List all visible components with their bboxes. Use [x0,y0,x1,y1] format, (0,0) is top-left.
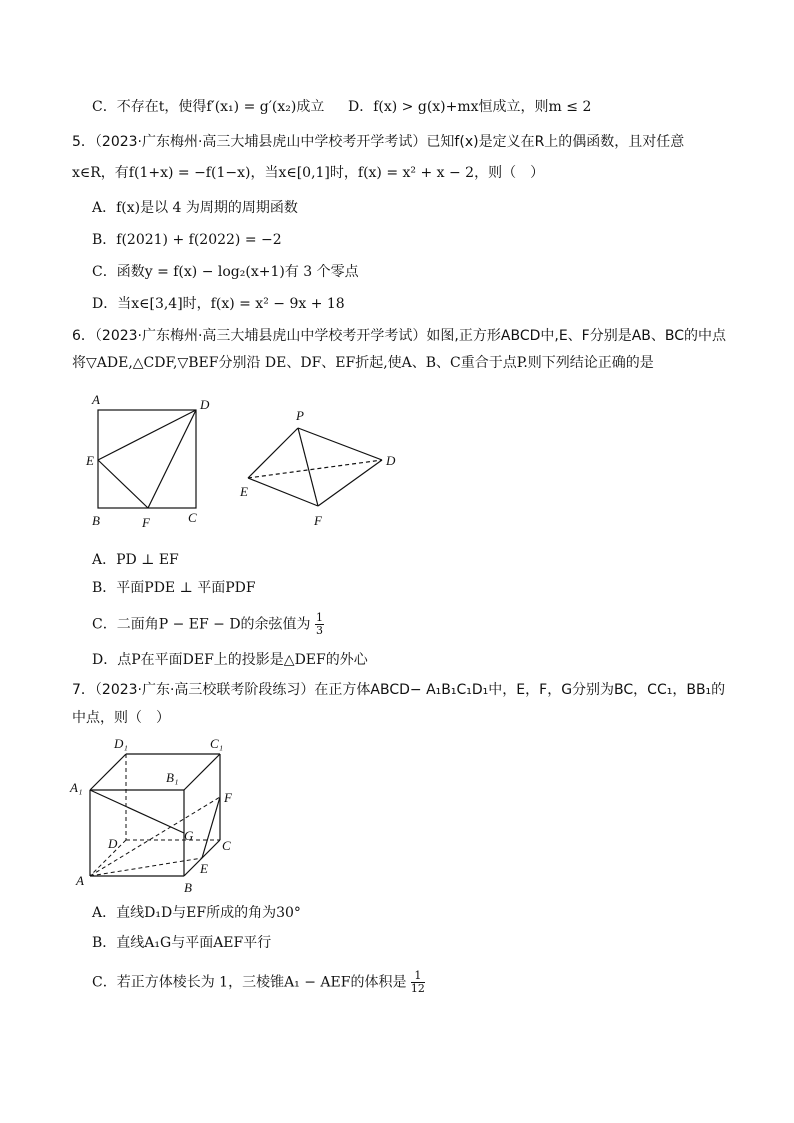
q6-square-figure [82,388,222,538]
q5-option-c: C．函数y = f(x) − log₂(x+1)有 3 个零点 [92,264,359,280]
q6-option-d: D．点P在平面DEF上的投影是△DEF的外心 [92,652,368,668]
label-p: P [296,408,304,423]
cube-diagram [66,730,246,898]
q5-option-b: B．f(2021) + f(2022) = −2 [92,232,282,248]
label-f: F [224,790,232,805]
label-d: D [108,836,118,851]
q6-stem-line2: 将▽ADE,△CDF,▽BEF分别沿 DE、DF、EF折起,使A、B、C重合于点P.则下列结论正确的是 [72,355,654,371]
label-c: C [222,838,231,853]
q5-option-a: A．f(x)是以 4 为周期的周期函数 [92,200,298,216]
label-b1: B₁ [166,770,179,785]
label-e: E [240,484,248,499]
label-e: E [200,861,208,876]
label-a: A [92,392,100,407]
tetrahedron-pdef-diagram [232,402,412,532]
q7-option-c-text: C．若正方体棱长为 1，三棱锥A₁ − AEF的体积是 [92,974,407,991]
label-f: F [142,515,150,530]
q5-option-d: D．当x∈[3,4]时，f(x) = x² − 9x + 18 [92,296,345,312]
label-a1: A₁ [70,780,83,795]
label-a: A [76,873,84,888]
fraction-one-third [315,612,324,637]
q6-option-c-text: C．二面角P − EF − D的余弦值为 [92,616,311,633]
q6-option-c [92,612,324,637]
fraction-numerator: 1 [316,611,324,624]
q7-stem-line1: 7．（2023·广东·高三校联考阶段练习）在正方体ABCD− A₁B₁C₁D₁中，E，F，G分别为BC，CC₁，BB₁的 [72,682,726,698]
q6-stem-line1: 6．（2023·广东梅州·高三大埔县虎山中学校考开学考试）如图,正方形ABCD中,E、F分别是AB、BC的中点 [72,328,727,344]
q4-option-d: D．f(x) > g(x)+mx恒成立，则m ≤ 2 [348,99,592,115]
fraction-denominator: 12 [410,982,425,995]
q7-stem-line2: 中点，则（ ） [72,710,170,726]
q6-tetrahedron-figure [232,402,412,536]
q7-option-b: B．直线A₁G与平面AEF平行 [92,935,272,951]
label-f: F [314,513,322,528]
q5-stem-line2: x∈R，有f(1+x) = −f(1−x)，当x∈[0,1]时，f(x) = x² + x − 2，则（ ） [72,165,545,181]
q7-cube-figure [66,730,246,902]
q6-option-b: B．平面PDE ⊥ 平面PDF [92,580,256,596]
label-d: D [386,453,396,468]
q5-stem-line1: 5．（2023·广东梅州·高三大埔县虎山中学校考开学考试）已知f(x)是定义在R上的偶函数，且对任意 [72,134,685,150]
label-c: C [188,510,197,525]
q4-option-c: C．不存在t，使得f′(x₁) = g′(x₂)成立 [92,99,325,115]
fraction-denominator: 3 [316,624,324,637]
square-abcd-diagram [82,388,222,534]
fraction-numerator: 1 [411,970,425,983]
q7-option-a: A．直线D₁D与EF所成的角为30° [92,905,301,921]
label-d: D [200,397,210,412]
label-b: B [184,880,192,895]
label-g: G [184,828,194,843]
label-e: E [86,453,94,468]
label-b: B [92,513,100,528]
label-d1: D₁ [114,736,128,751]
q6-option-a: A．PD ⊥ EF [92,552,179,568]
label-c1: C₁ [210,736,224,751]
q7-option-c [92,970,425,995]
fraction-one-twelfth [411,970,425,995]
